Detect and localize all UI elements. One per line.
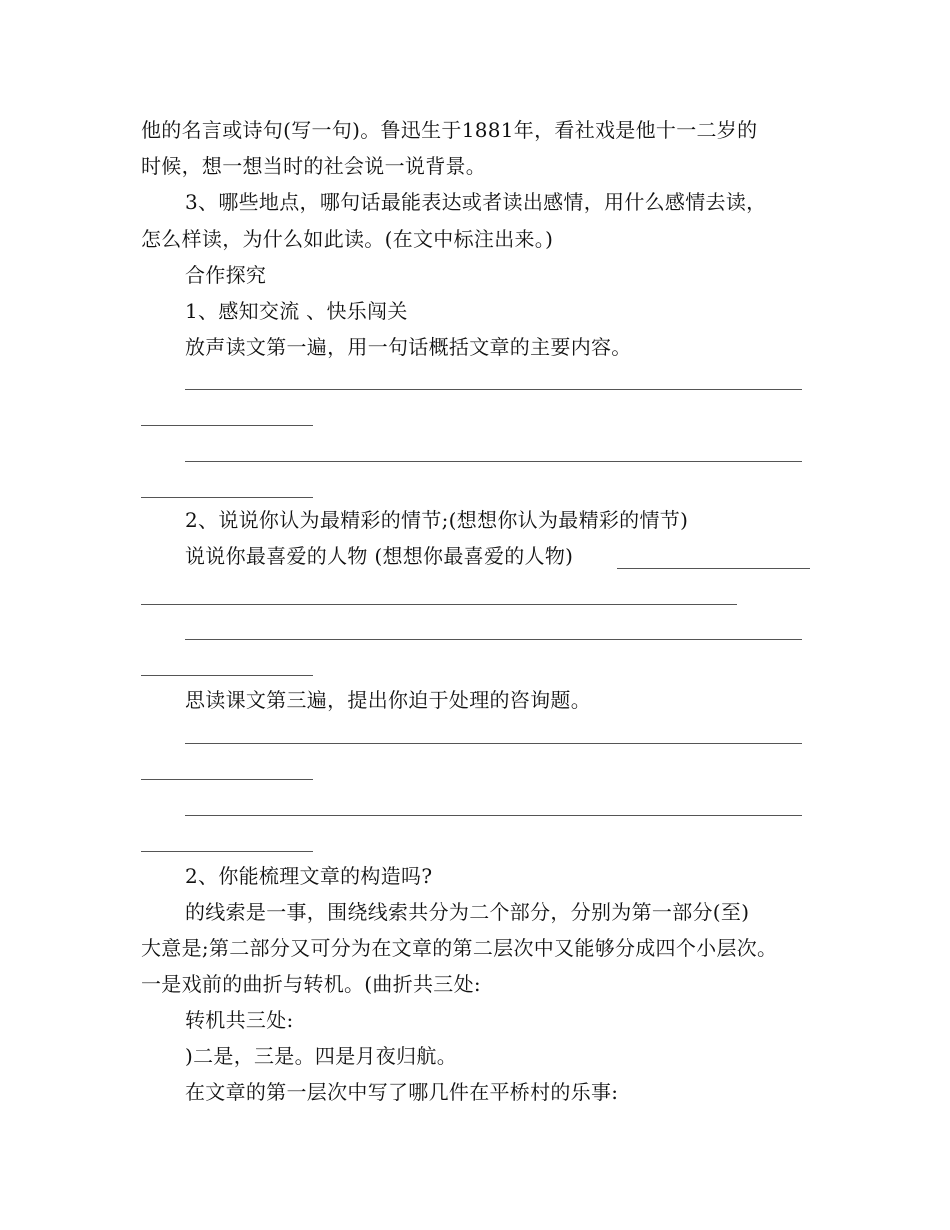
text-line: 的线索是一事，围绕线索共分为二个部分，分别为第一部分(至) <box>185 900 750 924</box>
text-line: 时候，想一想当时的社会说一说背景。 <box>141 154 487 178</box>
answer-line <box>617 568 810 569</box>
answer-line <box>185 639 802 640</box>
text-line: 1、感知交流 、快乐闯关 <box>185 299 408 323</box>
answer-line <box>141 425 313 426</box>
text-line: 放声读文第一遍，用一句话概括文章的主要内容。 <box>185 335 632 359</box>
text-line: 转机共三处: <box>185 1008 294 1032</box>
text-line: 说说你最喜爱的人物 (想想你最喜爱的人物) <box>185 544 574 568</box>
answer-line <box>141 604 737 605</box>
text-line: 2、说说你认为最精彩的情节;(想想你认为最精彩的情节) <box>185 508 689 532</box>
text-line: 一是戏前的曲折与转机。(曲折共三处: <box>141 972 481 996</box>
text-line: 思读课文第三遍，提出你迫于处理的咨询题。 <box>185 688 591 712</box>
answer-line <box>141 675 313 676</box>
answer-line <box>141 851 313 852</box>
answer-line <box>185 461 802 462</box>
answer-line <box>141 779 313 780</box>
answer-line <box>185 743 802 744</box>
answer-line <box>185 815 802 816</box>
text-line: 2、你能梳理文章的构造吗? <box>185 864 433 888</box>
text-line: 大意是;第二部分又可分为在文章的第二层次中又能够分成四个小层次。 <box>141 936 778 960</box>
text-line: 他的名言或诗句(写一句)。鲁迅生于1881年，看社戏是他十一二岁的 <box>141 118 758 142</box>
text-line: 怎么样读，为什么如此读。(在文中标注出来。) <box>141 227 554 251</box>
text-line: 3、哪些地点，哪句话最能表达或者读出感情，用什么感情去读， <box>185 190 767 214</box>
section-heading: 合作探究 <box>185 263 267 287</box>
answer-line <box>141 497 313 498</box>
answer-line <box>185 389 802 390</box>
text-line: )二是，三是。四是月夜归航。 <box>185 1044 458 1068</box>
text-line: 在文章的第一层次中写了哪几件在平桥村的乐事: <box>185 1080 619 1104</box>
